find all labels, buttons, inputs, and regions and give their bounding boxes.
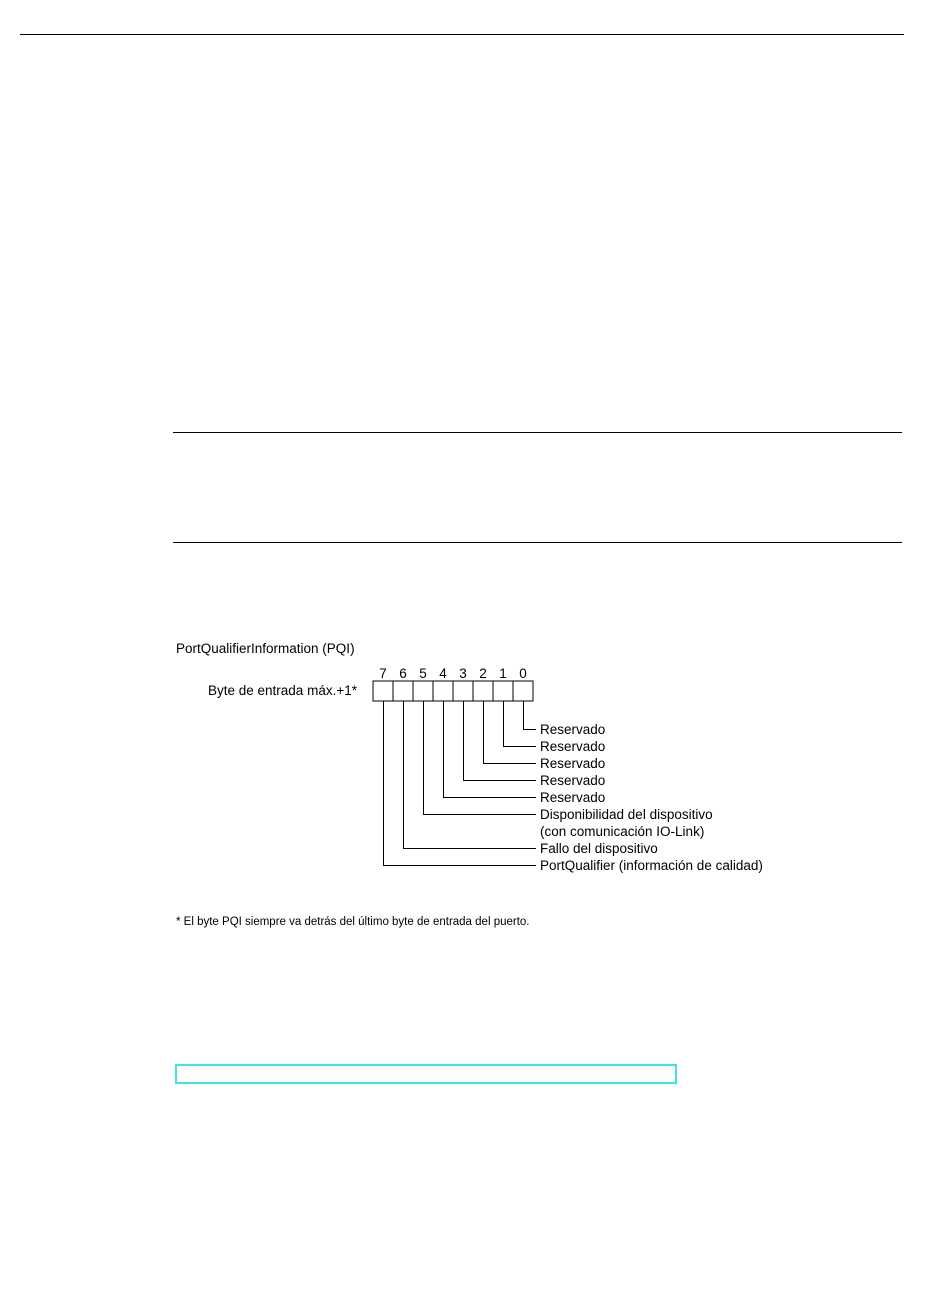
bit-number-5: 5 — [419, 666, 427, 681]
bit-6-description: Fallo del dispositivo — [540, 841, 658, 856]
leader-line-bit-1 — [504, 701, 537, 747]
bit-cell-5 — [413, 681, 433, 701]
bit-cell-2 — [473, 681, 493, 701]
byte-row-label: Byte de entrada máx.+1* — [208, 683, 357, 698]
bit-number-2: 2 — [479, 666, 487, 681]
leader-line-bit-2 — [484, 701, 537, 764]
bit-number-7: 7 — [379, 666, 387, 681]
bit-1-description: Reservado — [540, 739, 606, 754]
bit-number-1: 1 — [499, 666, 507, 681]
highlight-box — [175, 1064, 677, 1084]
bit-cell-6 — [393, 681, 413, 701]
bit-number-3: 3 — [459, 666, 467, 681]
bit-number-0: 0 — [519, 666, 527, 681]
leader-lines — [384, 701, 537, 866]
footnote: * El byte PQI siempre va detrás del último byte de entrada del puerto. — [176, 916, 530, 928]
bit-number-row — [379, 666, 527, 681]
bit-cell-row — [373, 681, 533, 701]
bit-cell-7 — [373, 681, 393, 701]
bit-5-description: Disponibilidad del dispositivo — [540, 807, 713, 822]
leader-line-bit-7 — [384, 701, 537, 866]
bit-cell-4 — [433, 681, 453, 701]
bit-cell-0 — [513, 681, 533, 701]
bit-5-description-line-2: (con comunicación IO-Link) — [540, 824, 705, 839]
diagram-title: PortQualifierInformation (PQI) — [176, 641, 355, 656]
leader-line-bit-4 — [444, 701, 537, 798]
bit-number-4: 4 — [439, 666, 447, 681]
bit-number-6: 6 — [399, 666, 407, 681]
leader-line-bit-0 — [524, 701, 537, 730]
bit-cell-3 — [453, 681, 473, 701]
bit-0-description: Reservado — [540, 722, 606, 737]
bit-2-description: Reservado — [540, 756, 606, 771]
bit-cell-1 — [493, 681, 513, 701]
bit-7-description: PortQualifier (información de calidad) — [540, 858, 763, 873]
bit-3-description: Reservado — [540, 773, 606, 788]
bit-4-description: Reservado — [540, 790, 606, 805]
bit-descriptions — [540, 722, 763, 873]
leader-line-bit-3 — [464, 701, 537, 781]
